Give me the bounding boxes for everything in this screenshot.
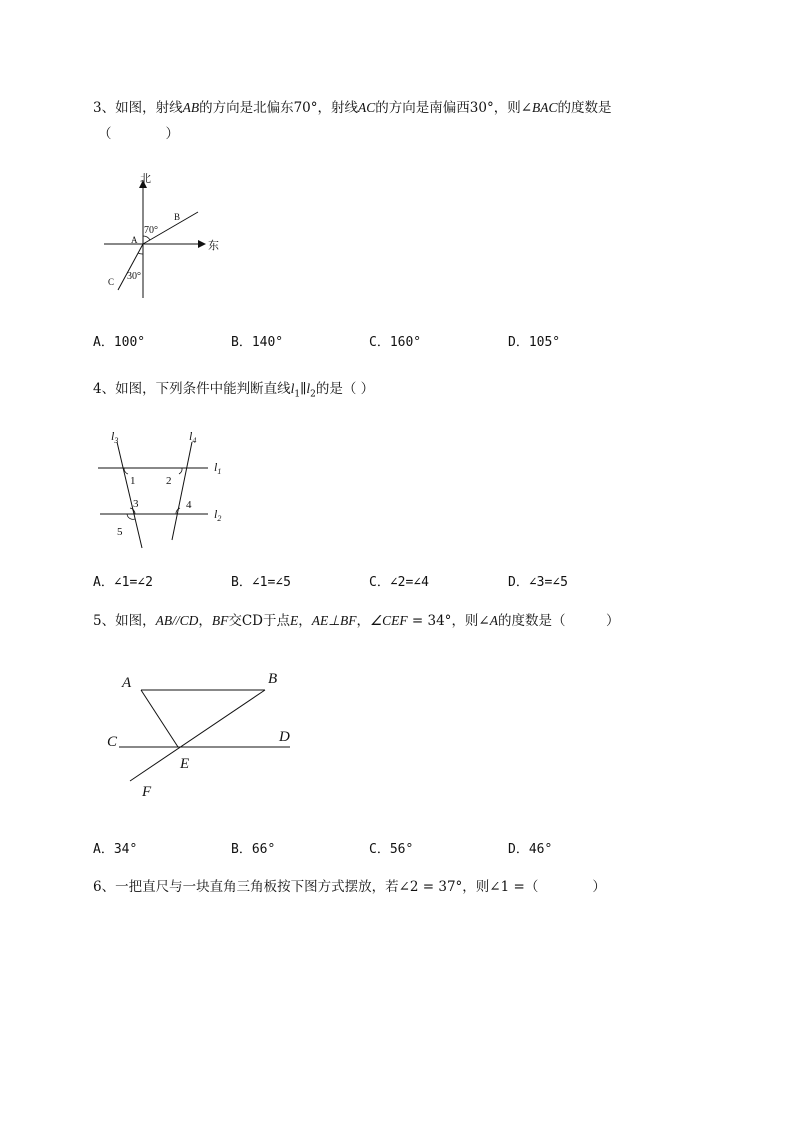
label-e: E xyxy=(180,756,190,772)
label-4: 4 xyxy=(186,499,192,511)
label-a: A xyxy=(131,235,138,245)
label-c: C xyxy=(107,734,118,750)
label-b: B xyxy=(268,671,278,687)
q4-option-b[interactable]: B．∠1=∠5 xyxy=(231,575,291,590)
label-f: F xyxy=(142,784,152,800)
label-1: 1 xyxy=(130,475,136,487)
q5-option-b[interactable]: B．66° xyxy=(231,842,276,857)
label-l4: $l_4$ xyxy=(189,429,197,445)
arc-30 xyxy=(138,253,143,254)
segment-ae xyxy=(141,690,178,747)
q5-option-d[interactable]: D．46° xyxy=(508,842,553,857)
label-north: 北 xyxy=(140,173,151,185)
q4-option-a[interactable]: A．∠1=∠2 xyxy=(93,575,153,590)
q4-figure xyxy=(96,428,236,558)
label-d: D xyxy=(279,729,290,745)
q3-option-d[interactable]: D．105° xyxy=(508,335,561,350)
ray-ac xyxy=(118,244,143,290)
q5-figure xyxy=(104,668,304,808)
arc-2 xyxy=(179,468,182,474)
q6-stem: 6、一把直尺与一块直角三角板按下图方式摆放，若∠2 = 37°，则∠1 =（ ） xyxy=(93,879,606,895)
label-5: 5 xyxy=(117,526,123,538)
line-l4 xyxy=(172,442,192,540)
q3-figure xyxy=(100,170,230,300)
label-east: 东 xyxy=(208,240,219,252)
label-l2: $l_2$ xyxy=(214,507,222,523)
label-b: B xyxy=(174,212,181,222)
label-70: 70° xyxy=(144,225,158,236)
q5-option-a[interactable]: A．34° xyxy=(93,842,138,857)
q5-option-c[interactable]: C．56° xyxy=(369,842,414,857)
q4-option-c[interactable]: C．∠2=∠4 xyxy=(369,575,429,590)
label-30: 30° xyxy=(127,271,141,282)
q4-stem: 4、如图，下列条件中能判断直线$l_1\parallel l_2$的是（ ） xyxy=(93,381,375,400)
label-a: A xyxy=(122,675,132,691)
q3-option-a[interactable]: A．100° xyxy=(93,335,146,350)
q5-stem: 5、如图，AB//CD，BF交CD于点E，AE⊥BF，∠CEF = 34°，则∠A的度数是（ ） xyxy=(93,613,620,629)
label-l3: $l_3$ xyxy=(111,429,119,445)
q3-answer-paren: （ ） xyxy=(98,126,179,142)
label-l1: $l_1$ xyxy=(214,460,222,476)
q3-stem: 3、如图，射线AB的方向是北偏东70°，射线AC的方向是南偏西30°，则∠BAC的度数是 xyxy=(93,100,612,116)
label-c: C xyxy=(108,277,115,287)
q4-option-d[interactable]: D．∠3=∠5 xyxy=(508,575,568,590)
label-3: 3 xyxy=(133,498,139,510)
label-2: 2 xyxy=(166,475,172,487)
arc-70 xyxy=(143,236,150,240)
q3-option-c[interactable]: C．160° xyxy=(369,335,422,350)
q3-option-b[interactable]: B．140° xyxy=(231,335,284,350)
